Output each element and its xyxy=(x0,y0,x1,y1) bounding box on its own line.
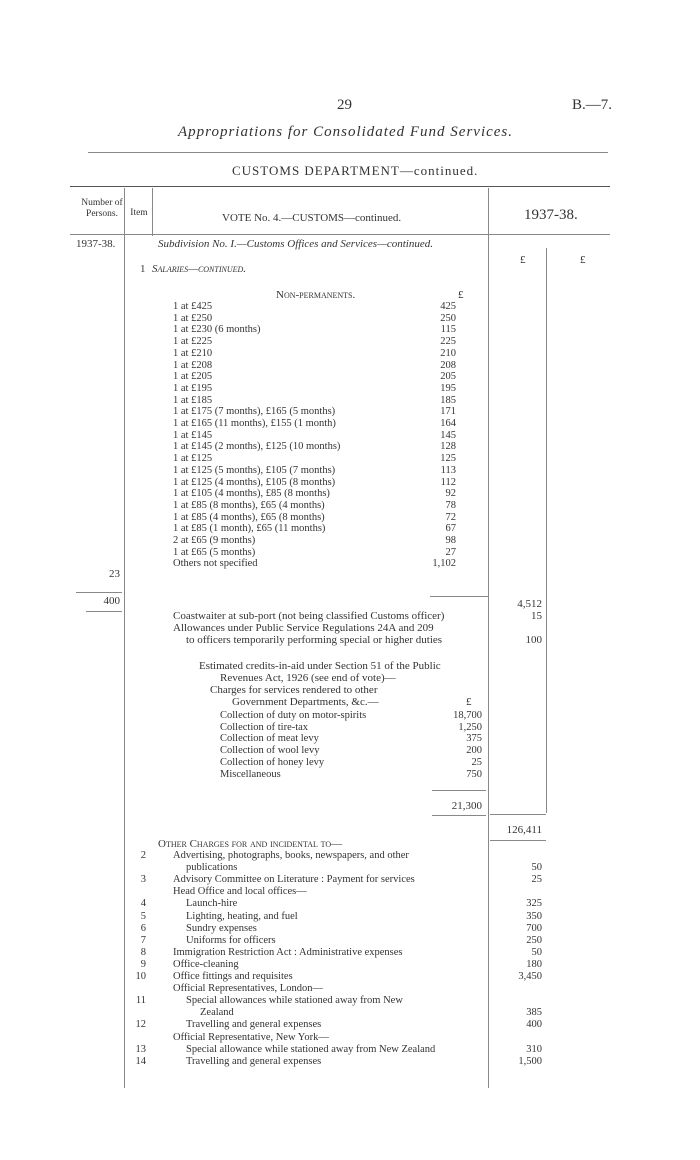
other-charge-desc: Uniforms for officers xyxy=(186,934,276,946)
non-perm-amount: 1,102 xyxy=(432,558,456,570)
title-rule xyxy=(88,152,608,153)
non-perm-amount: 128 xyxy=(440,441,456,453)
non-perm-desc: 1 at £145 (2 months), £125 (10 months) xyxy=(173,441,341,453)
other-charge-desc: Special allowance while stationed away from New Zealand xyxy=(186,1043,436,1055)
non-perm-amount: 92 xyxy=(445,488,456,500)
non-perm-desc: 1 at £230 (6 months) xyxy=(173,324,261,336)
non-perm-amount: 425 xyxy=(440,301,456,312)
persons-total-rule xyxy=(76,592,122,593)
page-title: Appropriations for Consolidated Fund Services. xyxy=(178,124,514,140)
non-perm-desc: 1 at £105 (4 months), £85 (8 months) xyxy=(173,488,330,500)
other-charge-desc: Lighting, heating, and fuel xyxy=(186,910,298,922)
credit-desc: Collection of tire-tax xyxy=(220,721,309,733)
other-charge-desc: Office fittings and requisites xyxy=(173,971,293,982)
persons-bottom-rule xyxy=(86,611,122,612)
other-charge-desc: publications xyxy=(186,862,238,874)
other-charge-amount: 50 xyxy=(531,862,542,874)
non-perm-amount: 27 xyxy=(445,546,456,558)
non-perm-amount: 67 xyxy=(445,523,456,535)
vote-heading: VOTE No. 4.—CUSTOMS—continued. xyxy=(222,212,402,224)
header-bottom-rule xyxy=(70,234,610,235)
non-perm-desc: 1 at £85 (1 month), £65 (11 months) xyxy=(173,523,326,535)
department-heading: CUSTOMS DEPARTMENT—continued. xyxy=(232,163,479,178)
non-perm-amount: 225 xyxy=(440,336,456,348)
credit-amount: 375 xyxy=(466,733,482,745)
other-charge-desc: Travelling and general expenses xyxy=(186,1019,322,1031)
credits-pound-sign: £ xyxy=(466,696,472,708)
non-perm-amount: 113 xyxy=(440,464,456,476)
item-number: 4 xyxy=(140,898,146,910)
non-perm-amount: 205 xyxy=(440,371,456,383)
non-perm-desc: 1 at £125 (4 months), £105 (8 months) xyxy=(173,476,336,488)
year-left: 1937-38. xyxy=(76,238,116,250)
persons-total: 400 xyxy=(103,595,120,607)
non-perm-amount: 195 xyxy=(440,382,456,394)
item-column-rule xyxy=(152,188,153,236)
other-charge-amount: 1,500 xyxy=(518,1055,542,1067)
coastwaiter-desc: Coastwaiter at sub-port (not being classified Customs officer) xyxy=(173,610,445,622)
credits-line-4: Government Departments, &c.— xyxy=(232,696,379,708)
persons-23: 23 xyxy=(109,568,120,580)
other-charge-amount: 50 xyxy=(531,946,542,958)
credits-total: 21,300 xyxy=(451,800,482,812)
item-number: 2 xyxy=(140,850,146,861)
other-charge-desc: Special allowances while stationed away from New xyxy=(186,995,403,1007)
non-perm-desc: 1 at £210 xyxy=(173,347,213,359)
non-perm-desc: 2 at £65 (9 months) xyxy=(173,535,256,546)
other-charge-amount: 325 xyxy=(526,898,542,910)
table-top-rule xyxy=(70,186,610,187)
item-number: 6 xyxy=(140,922,146,934)
other-charge-amount: 700 xyxy=(526,922,542,934)
non-perm-desc: 1 at £425 xyxy=(173,301,213,312)
non-perm-amount: 164 xyxy=(440,418,456,429)
item-number: 5 xyxy=(140,910,146,922)
subtotal-amount: 126,411 xyxy=(506,824,542,836)
item-number: 12 xyxy=(135,1019,146,1031)
pound-sign-2: £ xyxy=(580,254,586,266)
allowances-amount: 100 xyxy=(525,634,542,646)
credit-amount: 25 xyxy=(471,756,482,768)
credits-line-1: Estimated credits-in-aid under Section 51 of the Public xyxy=(199,660,441,672)
non-perm-total-rule xyxy=(430,596,488,597)
non-perm-amount: 145 xyxy=(440,429,456,441)
non-perm-amount: 78 xyxy=(445,499,456,511)
other-charge-desc: Advisory Committee on Literature : Payment for services xyxy=(173,874,415,886)
credit-amount: 750 xyxy=(466,768,482,780)
other-charge-desc: Launch-hire xyxy=(186,898,238,910)
credit-amount: 200 xyxy=(466,745,482,757)
credits-total-rule-bottom xyxy=(432,815,486,816)
item-number: 8 xyxy=(140,946,146,958)
non-perm-amount: 208 xyxy=(440,359,456,371)
credits-line-2: Revenues Act, 1926 (see end of vote)— xyxy=(220,672,396,684)
non-perm-amount: 125 xyxy=(440,453,456,465)
other-charge-amount: 250 xyxy=(526,934,542,946)
subtotal-rule-top xyxy=(490,814,546,815)
item-number: 7 xyxy=(140,934,146,946)
item-number: 13 xyxy=(135,1043,146,1055)
non-perm-amount: 250 xyxy=(440,312,456,324)
credit-amount: 1,250 xyxy=(458,721,482,733)
other-charge-desc: Official Representatives, London— xyxy=(173,983,323,995)
item-number: 10 xyxy=(135,971,146,982)
subdivision-heading: Subdivision No. I.—Customs Offices and Services—continued. xyxy=(158,238,433,250)
non-perm-desc: Others not specified xyxy=(173,558,258,570)
other-charge-desc: Zealand xyxy=(200,1007,234,1019)
salaries-item-number: 1 xyxy=(140,263,146,275)
non-perm-desc: 1 at £85 (8 months), £65 (4 months) xyxy=(173,499,325,511)
other-charge-desc: Travelling and general expenses xyxy=(186,1055,322,1067)
other-charge-amount: 385 xyxy=(526,1007,542,1019)
credits-total-rule-top xyxy=(432,790,486,791)
persons-column-header: Number of Persons. xyxy=(81,198,123,219)
coastwaiter-amount: 15 xyxy=(531,610,542,622)
year-column-header: 1937-38. xyxy=(524,207,578,223)
non-perm-desc: 1 at £85 (4 months), £65 (8 months) xyxy=(173,511,325,523)
credit-desc: Miscellaneous xyxy=(220,768,281,780)
item-column-header: Item xyxy=(130,208,148,218)
amount-column-rule xyxy=(488,188,489,1088)
pound-sign-1: £ xyxy=(520,254,526,266)
other-charge-amount: 25 xyxy=(531,874,542,886)
non-perm-desc: 1 at £65 (5 months) xyxy=(173,546,256,558)
credit-desc: Collection of meat levy xyxy=(220,733,319,745)
credit-desc: Collection of honey levy xyxy=(220,756,325,768)
other-charge-desc: Immigration Restriction Act : Administrative expenses xyxy=(173,946,403,958)
other-charge-desc: Advertising, photographs, books, newspapers, and other xyxy=(173,850,409,861)
non-perm-amount: 185 xyxy=(440,394,456,406)
non-perm-amount: 115 xyxy=(440,324,456,336)
other-charge-amount: 3,450 xyxy=(518,971,542,982)
item-number: 3 xyxy=(140,874,146,886)
non-perm-desc: 1 at £145 xyxy=(173,429,213,441)
non-perm-desc: 1 at £250 xyxy=(173,312,213,324)
other-charge-desc: Sundry expenses xyxy=(186,922,257,934)
non-perm-amount: 112 xyxy=(440,476,456,488)
subtotal-rule-bottom xyxy=(490,840,546,841)
other-charge-amount: 350 xyxy=(526,910,542,922)
non-perm-pound-sign: £ xyxy=(458,289,464,301)
page-number: 29 xyxy=(337,97,352,113)
salaries-heading: Salaries—continued. xyxy=(152,263,247,275)
allowances-line-1: Allowances under Public Service Regulations 24A and 209 xyxy=(173,622,434,634)
credit-desc: Collection of wool levy xyxy=(220,745,320,757)
non-permanents-heading: Non-permanents. xyxy=(276,289,356,301)
non-perm-desc: 1 at £208 xyxy=(173,359,213,371)
credit-desc: Collection of duty on motor-spirits xyxy=(220,710,367,721)
non-perm-desc: 1 at £175 (7 months), £165 (5 months) xyxy=(173,406,336,418)
non-perm-desc: 1 at £125 (5 months), £105 (7 months) xyxy=(173,464,336,476)
item-number: 11 xyxy=(135,995,146,1007)
non-perm-amount: 72 xyxy=(445,511,456,523)
inner-amount-rule xyxy=(546,248,547,813)
credit-amount: 18,700 xyxy=(453,710,482,721)
non-perm-desc: 1 at £185 xyxy=(173,394,213,406)
non-perm-amount: 210 xyxy=(440,347,456,359)
other-charge-amount: 310 xyxy=(526,1043,542,1055)
other-charge-amount: 400 xyxy=(526,1019,542,1031)
other-charge-amount: 180 xyxy=(526,958,542,970)
document-reference: B.—7. xyxy=(572,97,613,113)
other-charge-desc: Office-cleaning xyxy=(173,958,239,970)
non-perm-desc: 1 at £225 xyxy=(173,336,213,348)
non-perm-amount: 171 xyxy=(440,406,456,418)
item-number: 14 xyxy=(135,1055,146,1067)
other-charge-desc: Head Office and local offices— xyxy=(173,886,307,898)
other-charges-heading: Other Charges for and incidental to— xyxy=(158,838,343,850)
item-number: 9 xyxy=(140,958,146,970)
non-perm-desc: 1 at £205 xyxy=(173,371,213,383)
salaries-total: 4,512 xyxy=(517,598,542,610)
credits-line-3: Charges for services rendered to other xyxy=(210,684,378,696)
non-perm-desc: 1 at £125 xyxy=(173,453,213,465)
non-perm-amount: 98 xyxy=(445,535,456,546)
non-perm-desc: 1 at £165 (11 months), £155 (1 month) xyxy=(173,418,336,429)
non-perm-desc: 1 at £195 xyxy=(173,382,213,394)
allowances-line-2: to officers temporarily performing special or higher duties xyxy=(186,634,443,646)
other-charge-desc: Official Representative, New York— xyxy=(173,1031,329,1043)
